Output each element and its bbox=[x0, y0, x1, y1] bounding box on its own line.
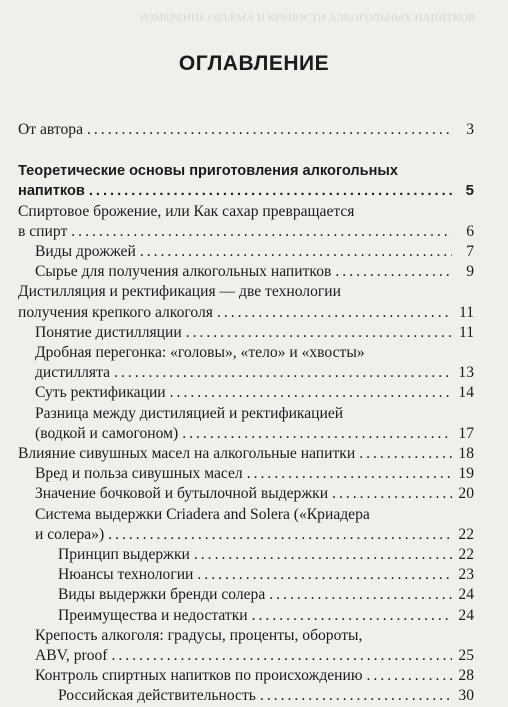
toc-entry-text: напитков bbox=[18, 183, 85, 200]
dot-leader bbox=[247, 464, 452, 484]
dot-leader bbox=[140, 242, 452, 262]
toc-entry-text: Дистилляция и ректификация — две технологии bbox=[18, 283, 341, 301]
toc-entry[interactable] bbox=[18, 505, 474, 545]
toc-page-number: 18 bbox=[458, 445, 474, 463]
dot-leader bbox=[194, 545, 452, 565]
toc-page-number: 19 bbox=[458, 465, 474, 483]
toc-entry-text: Дробная перегонка: «головы», «тело» и «хвосты» bbox=[35, 344, 365, 362]
dot-leader bbox=[367, 666, 452, 686]
toc-entry[interactable] bbox=[18, 585, 474, 605]
toc-page-number: 17 bbox=[458, 424, 474, 442]
dot-leader bbox=[217, 303, 452, 323]
dot-leader bbox=[252, 606, 452, 626]
toc-entry[interactable] bbox=[18, 282, 474, 322]
toc-entry-text: Виды дрожжей bbox=[35, 243, 136, 261]
toc-entry-text: Суть ректификации bbox=[35, 384, 166, 402]
toc-entry[interactable] bbox=[18, 383, 474, 403]
toc-entry-text: Понятие дистилляции bbox=[35, 323, 182, 341]
toc-entry-text: и солера») bbox=[35, 525, 105, 543]
toc-entry[interactable] bbox=[18, 606, 474, 626]
toc-page-number: 20 bbox=[458, 485, 474, 503]
dot-leader bbox=[89, 181, 452, 201]
toc-page-number: 30 bbox=[458, 687, 474, 705]
dot-leader bbox=[112, 646, 453, 666]
dot-leader bbox=[186, 323, 452, 343]
toc-entry[interactable] bbox=[18, 323, 474, 343]
dot-leader bbox=[197, 565, 452, 585]
toc-entry-text: От автора bbox=[18, 121, 83, 138]
toc-entry[interactable] bbox=[18, 464, 474, 484]
toc-entry-text: Принцип выдержки bbox=[58, 546, 190, 564]
toc-page-number: 24 bbox=[458, 586, 474, 604]
toc-entry-text: Нюансы технологии bbox=[58, 566, 194, 584]
dot-leader bbox=[335, 262, 452, 282]
toc-entry-text: Влияние сивушных масел на алкогольные напитки bbox=[18, 445, 356, 463]
toc-entry-text: Значение бочковой и бутылочной выдержки bbox=[35, 485, 329, 503]
toc-entry[interactable] bbox=[18, 120, 474, 140]
toc-entry-text: (водкой и самогоном) bbox=[35, 424, 179, 442]
toc-entry-text: получения крепкого алкоголя bbox=[18, 303, 213, 321]
toc-page-number: 25 bbox=[458, 647, 474, 665]
toc-page-number: 11 bbox=[458, 323, 474, 341]
toc-entry-text: в спирт bbox=[18, 222, 68, 240]
toc-entry-text: Теоретические основы приготовления алкогольных bbox=[18, 163, 399, 180]
toc-entry-text: Контроль спиртных напитков по происхождению bbox=[35, 667, 363, 685]
toc-entry[interactable] bbox=[18, 444, 474, 464]
toc-page-number: 11 bbox=[458, 303, 474, 321]
toc-page-number: 9 bbox=[466, 263, 474, 281]
page-title: ОГЛАВЛЕНИЕ bbox=[178, 52, 330, 75]
toc-entry[interactable] bbox=[18, 686, 474, 706]
toc-entry-text: дистиллята bbox=[35, 364, 111, 382]
toc-entry[interactable] bbox=[18, 262, 474, 282]
toc-page-number: 13 bbox=[458, 364, 474, 382]
toc-entry-text: Разница между дистиляцией и ректификацией bbox=[35, 404, 344, 422]
toc-entry-text: Преимущества и недостатки bbox=[58, 606, 248, 624]
dot-leader bbox=[87, 120, 452, 140]
toc-page-number: 6 bbox=[466, 222, 474, 240]
dot-leader bbox=[114, 363, 452, 383]
toc-entry[interactable] bbox=[18, 404, 474, 444]
toc-entry-text: Российская действительность bbox=[58, 687, 256, 705]
toc-page-number: 22 bbox=[458, 546, 474, 564]
toc-page-number: 24 bbox=[458, 606, 474, 624]
dot-leader bbox=[260, 686, 452, 706]
toc-entry[interactable] bbox=[18, 626, 474, 666]
dot-leader bbox=[269, 585, 452, 605]
toc-entry[interactable] bbox=[18, 545, 474, 565]
toc-entry-text: Крепость алкоголя: градусы, проценты, обороты, bbox=[35, 626, 363, 644]
toc-page-number: 14 bbox=[458, 384, 474, 402]
toc-page-number: 22 bbox=[458, 525, 474, 543]
toc-entry[interactable] bbox=[18, 343, 474, 383]
table-of-contents bbox=[18, 120, 474, 707]
toc-entry-text: Виды выдержки бренди солера bbox=[58, 586, 266, 604]
toc-page-number: 3 bbox=[466, 121, 474, 138]
toc-entry[interactable] bbox=[18, 565, 474, 585]
dot-leader bbox=[359, 444, 452, 464]
toc-page-number: 7 bbox=[466, 243, 474, 261]
bleed-through-header: ИЗМЕРЕНИЕ ОБЪЁМА И КРЕПОСТИ АЛКОГОЛЬНЫХ НАПИТКОВ bbox=[140, 12, 476, 24]
toc-entry[interactable] bbox=[18, 666, 474, 686]
toc-entry[interactable] bbox=[18, 484, 474, 504]
toc-page-number: 23 bbox=[458, 566, 474, 584]
dot-leader bbox=[71, 222, 452, 242]
toc-entry-text: Сырье для получения алкогольных напитков bbox=[35, 263, 332, 281]
dot-leader bbox=[108, 525, 452, 545]
toc-page-number: 5 bbox=[465, 182, 474, 200]
toc-page-number: 28 bbox=[458, 667, 474, 685]
dot-leader bbox=[332, 484, 452, 504]
toc-entry-text: Вред и польза сивушных масел bbox=[35, 465, 243, 483]
toc-entry-text: Спиртовое брожение, или Как сахар превращается bbox=[18, 202, 355, 220]
toc-entry[interactable] bbox=[18, 242, 474, 262]
dot-leader bbox=[182, 424, 452, 444]
dot-leader bbox=[170, 383, 452, 403]
toc-entry-text: Система выдержки Criadera and Solera («Криадера bbox=[35, 505, 370, 523]
toc-entry[interactable] bbox=[18, 202, 474, 242]
toc-entry-text: ABV, proof bbox=[35, 647, 108, 665]
toc-entry[interactable] bbox=[18, 161, 474, 201]
